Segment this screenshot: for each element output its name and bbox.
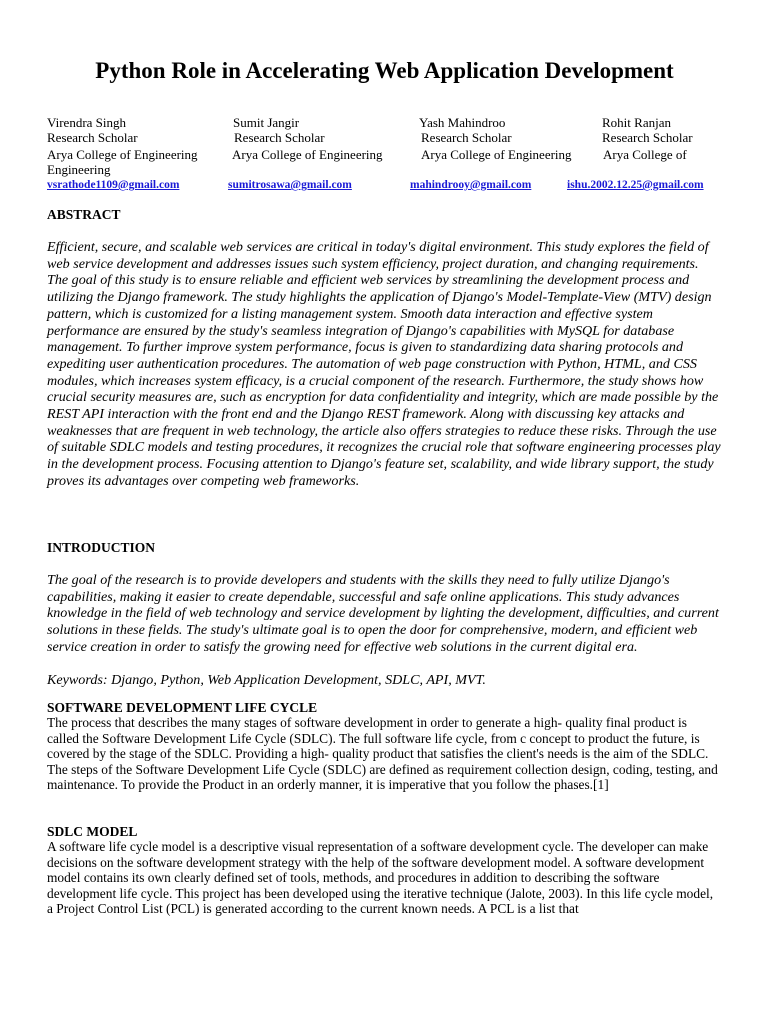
paper-title: Python Role in Accelerating Web Application Development bbox=[95, 58, 674, 83]
abstract-heading: ABSTRACT bbox=[47, 207, 121, 222]
introduction-heading: INTRODUCTION bbox=[47, 540, 156, 555]
author-role: Research Scholar bbox=[47, 130, 138, 145]
author-role: Research Scholar bbox=[602, 130, 693, 145]
sdlc-model-heading: SDLC MODEL bbox=[47, 824, 138, 839]
author-email-link[interactable]: sumitrosawa@gmail.com bbox=[228, 179, 352, 191]
sdlc-text: The process that describes the many stages of software development in order to generate a high- quality final product is called the Software Development Life Cycle (SDLC). The full software life cycle, from c concept to product the future, is covered by the stage of the SDLC. Providing a high- quality product that satisfies the client's needs is the aim of the SDLC. The steps of the Software Development Life Cycle (SDLC) are defined as requirement collection design, coding, testing, and maintenance. To provide the Product in an orderly manner, it is imperative that you follow the phases.[1] bbox=[47, 715, 718, 792]
author-emails-row bbox=[47, 177, 727, 193]
sdlc-model-text: A software life cycle model is a descriptive visual representation of a software development cycle. The developer can make decisions on the software development strategy with the help of the software development model. A software development model contains its own clearly defined set of tools, methods, and procedures in addition to describing the software development life cycle. This project has been developed using the iterative technique (Jalote, 2003). In this life cycle model, a Project Control List (PCL) is generated according to the current known needs. A PCL is a list that bbox=[47, 839, 714, 916]
introduction-text: The goal of the research is to provide developers and students with the skills they need to fully utilize Django's capabilities, making it easier to create dependable, successful and safe online applications. This study advances knowledge in the field of web technology and service development by lighting the development, difficulties, and current solutions in these fields. The study's ultimate goal is to open the door for comprehensive, modern, and efficient web service creation in order to satisfy the growing need for effective web solutions in the current digital era. bbox=[47, 572, 719, 655]
author-role: Research Scholar bbox=[421, 130, 512, 145]
author-affiliations-row bbox=[47, 147, 727, 163]
author-names-row bbox=[47, 115, 727, 131]
author-email-link[interactable]: vsrathode1109@gmail.com bbox=[47, 179, 180, 191]
author-roles-row bbox=[47, 130, 727, 146]
author-affiliation: Arya College of bbox=[603, 147, 687, 162]
abstract-text: Efficient, secure, and scalable web services are critical in today's digital environment. This study explores the field of web service development and addresses issues such system efficiency, project duration, and changing requirements. The goal of this study is to ensure reliable and efficient web services by streamlining the development process and utilizing the Django framework. The study highlights the application of Django's Model-Template-View (MTV) design pattern, which is customized for a listing management system. Smooth data interaction and effective system performance are ensured by the study's seamless integration of Django's capabilities with MySQL for database management. To further improve system performance, focus is given to standardizing data sharing protocols and expediting user authentication procedures. The automation of web page construction with Python, HTML, and CSS modules, which increases system efficacy, is a crucial component of the research. Furthermore, the study shows how crucial security measures are, such as encryption for data confidentiality and integrity, which are made possible by the REST API interaction with the front end and the Django REST framework. Along with discussing key attacks and weaknesses that are frequent in web technology, the article also offers strategies to reduce these risks. Through the use of suitable SDLC models and testing procedures, it recognizes the crucial role that software engineering processes play in the development process. Focusing attention to Django's feature set, scalability, and wide library support, the study proves its advantages over competing web frameworks. bbox=[47, 239, 721, 489]
author-name: Virendra Singh bbox=[47, 115, 127, 130]
author-role: Research Scholar bbox=[234, 130, 325, 145]
author-affiliation: Arya College of Engineering bbox=[421, 147, 572, 162]
author-affiliation-continued: Engineering bbox=[47, 162, 111, 177]
author-affiliation: Arya College of Engineering bbox=[47, 147, 198, 162]
author-email-link[interactable]: mahindrooy@gmail.com bbox=[410, 179, 532, 191]
author-affiliation-wrap-row bbox=[47, 162, 727, 178]
sdlc-heading: SOFTWARE DEVELOPMENT LIFE CYCLE bbox=[47, 700, 318, 715]
author-name: Rohit Ranjan bbox=[602, 115, 671, 130]
author-name: Sumit Jangir bbox=[233, 115, 300, 130]
author-name: Yash Mahindroo bbox=[419, 115, 506, 130]
author-affiliation: Arya College of Engineering bbox=[232, 147, 383, 162]
author-email-link[interactable]: ishu.2002.12.25@gmail.com bbox=[567, 179, 704, 191]
keywords-line: Keywords: Django, Python, Web Application Development, SDLC, API, MVT. bbox=[47, 672, 486, 688]
